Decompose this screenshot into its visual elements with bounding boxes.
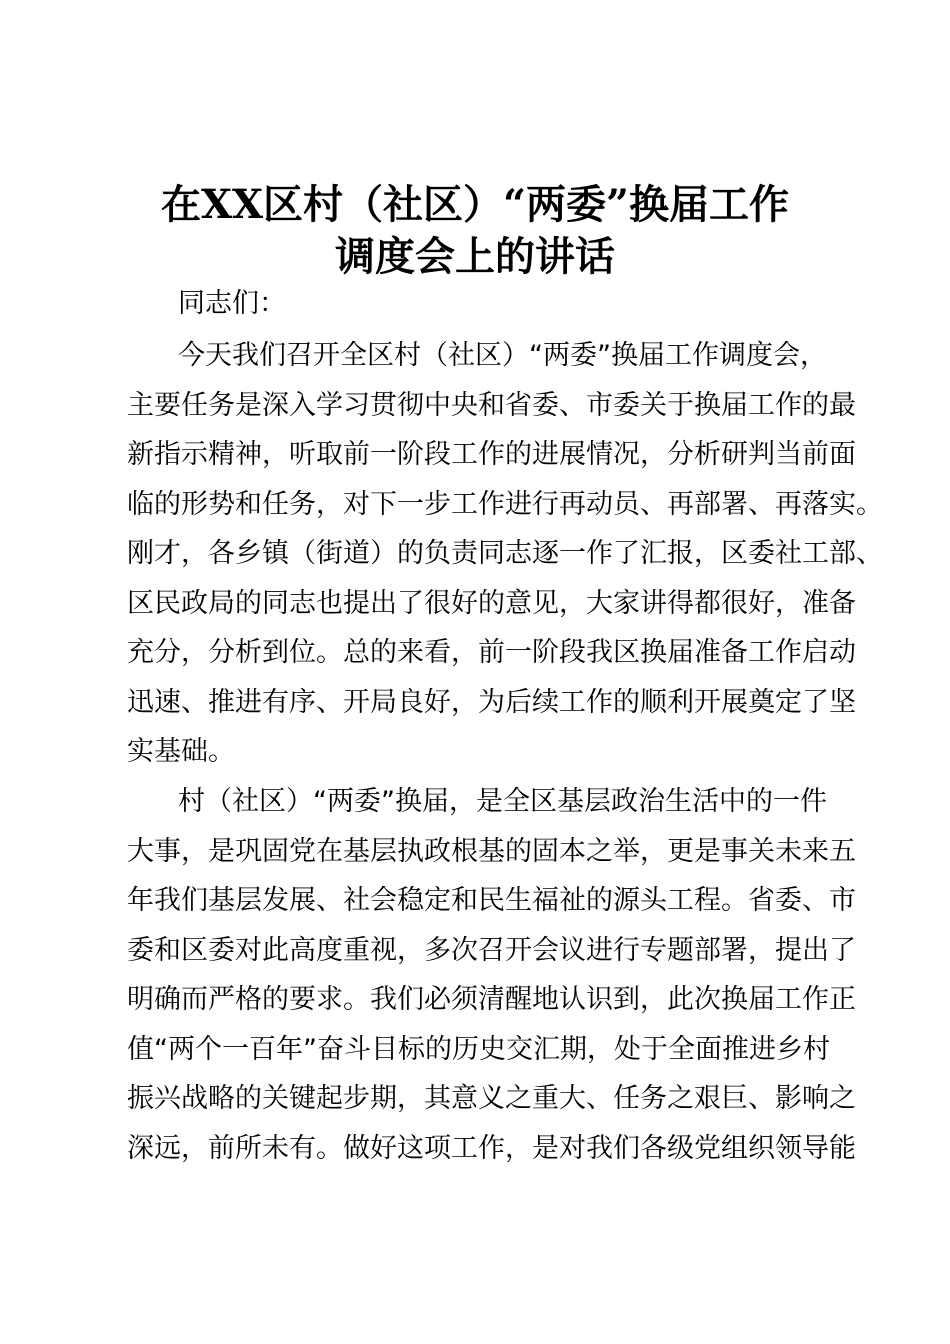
paragraph-line: 主要任务是深入学习贯彻中央和省委、市委关于换届工作的最 — [127, 389, 856, 421]
document-title-line-1: 在XX区村（社区）“两委”换届工作 — [160, 181, 790, 228]
paragraph-line: 迅速、推进有序、开局良好，为后续工作的顺利开展奠定了坚 — [127, 686, 856, 718]
paragraph-line: 临的形势和任务，对下一步工作进行再动员、再部署、再落实。 — [127, 488, 883, 520]
paragraph-line: 值“两个一百年”奋斗目标的历史交汇期，处于全面推进乡村 — [127, 1033, 830, 1065]
document-title-line-2: 调度会上的讲话 — [335, 233, 615, 280]
paragraph-line: 新指示精神，听取前一阶段工作的进展情况，分析研判当前面 — [127, 439, 856, 470]
paragraph-line: 区民政局的同志也提出了很好的意见，大家讲得都很好，准备 — [127, 587, 856, 619]
paragraph-line: 深远，前所未有。做好这项工作，是对我们各级党组织领导能 — [127, 1132, 856, 1164]
paragraph-line: 刚才，各乡镇（街道）的负责同志逐一作了汇报，区委社工部、 — [127, 538, 883, 569]
paragraph-line: 村（社区）“两委”换届，是全区基层政治生活中的一件 — [178, 786, 827, 817]
paragraph-line: 今天我们召开全区村（社区）“两委”换届工作调度会， — [178, 340, 827, 371]
paragraph-line: 振兴战略的关键起步期，其意义之重大、任务之艰巨、影响之 — [127, 1083, 856, 1114]
salutation: 同志们： — [178, 288, 286, 319]
paragraph-2 — [127, 777, 856, 1173]
paragraph-line: 年我们基层发展、社会稳定和民生福祉的源头工程。省委、市 — [127, 885, 856, 916]
paragraph-line: 充分，分析到位。总的来看，前一阶段我区换届准备工作启动 — [127, 637, 856, 668]
paragraph-1 — [127, 331, 883, 777]
paragraph-line: 实基础。 — [127, 736, 235, 767]
paragraph-line: 大事，是巩固党在基层执政根基的固本之举，更是事关未来五 — [127, 835, 856, 867]
paragraph-line: 明确而严格的要求。我们必须清醒地认识到，此次换届工作正 — [127, 984, 856, 1015]
paragraph-line: 委和区委对此高度重视，多次召开会议进行专题部署，提出了 — [127, 934, 856, 966]
